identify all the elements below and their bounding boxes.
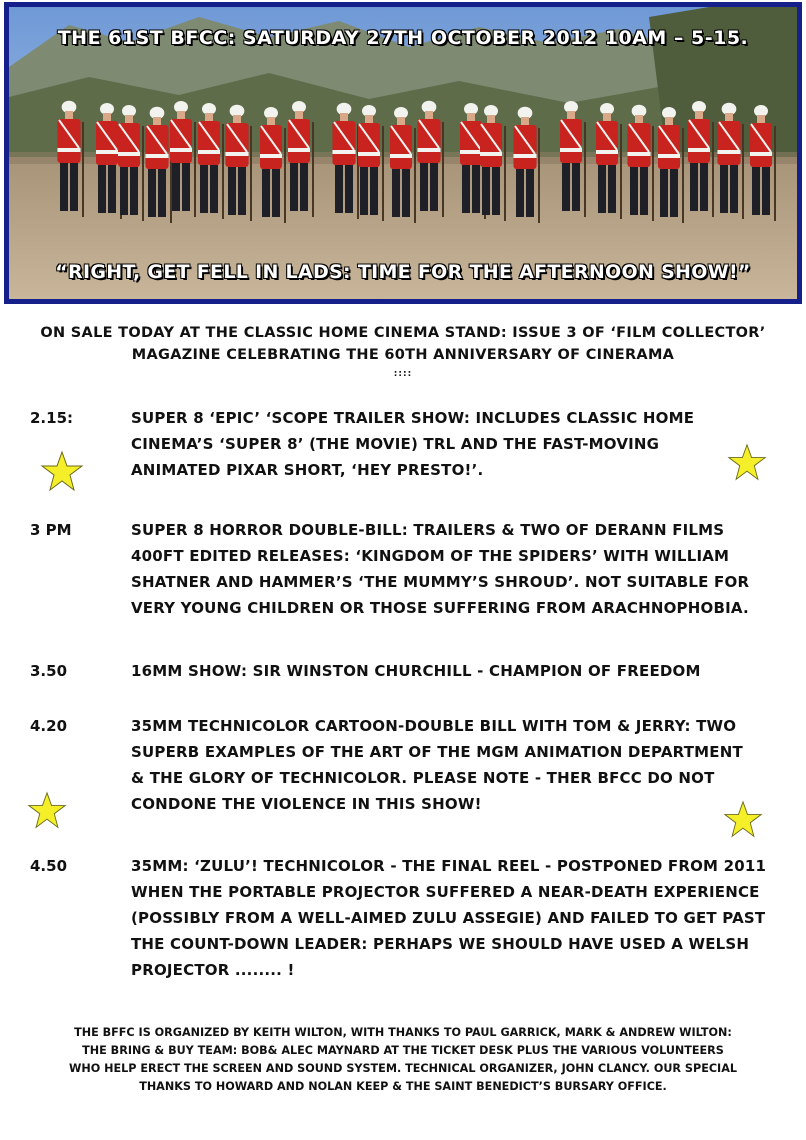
soldier-figure bbox=[596, 121, 618, 165]
soldier-figure bbox=[358, 152, 380, 156]
soldier-figure bbox=[596, 150, 618, 154]
description-line: VERY YOUNG CHILDREN OR THOSE SUFFERING FROM ARACHNOPHOBIA. bbox=[131, 599, 749, 617]
header-banner bbox=[4, 2, 802, 304]
banner-quote: “RIGHT, GET FELL IN LADS: TIME FOR THE AFTERNOON SHOW!” bbox=[55, 261, 751, 283]
soldier-figure bbox=[417, 148, 440, 152]
soldier-figure bbox=[730, 165, 738, 213]
soldier-figure bbox=[340, 113, 348, 121]
soldier-figure bbox=[60, 163, 68, 211]
soldier-figure bbox=[272, 169, 280, 217]
soldier-figure bbox=[492, 167, 500, 215]
soldier-figure bbox=[260, 154, 282, 158]
soldier-figure bbox=[225, 123, 248, 167]
soldier-figure bbox=[560, 148, 582, 152]
soldier-figure bbox=[670, 169, 678, 217]
soldier-figure bbox=[130, 167, 138, 215]
soldier-figure bbox=[467, 113, 475, 121]
soldier-figure bbox=[513, 154, 536, 158]
schedule-time: 3.50 bbox=[30, 662, 68, 680]
soldier-figure bbox=[335, 165, 343, 213]
description-line: 35MM TECHNICOLOR CARTOON-DOUBLE BILL WITH TOM & JERRY: TWO bbox=[131, 717, 737, 735]
soldier-figure bbox=[158, 169, 166, 217]
soldier-figure bbox=[750, 152, 772, 156]
soldier-figure bbox=[96, 150, 118, 154]
soldier-figure bbox=[210, 165, 218, 213]
soldier-figure bbox=[365, 115, 373, 123]
soldier-figure bbox=[290, 163, 298, 211]
soldier-figure bbox=[390, 154, 412, 158]
schedule-description bbox=[131, 517, 791, 621]
soldier-figure bbox=[658, 154, 680, 158]
soldier-figure bbox=[108, 165, 116, 213]
soldier-figure bbox=[358, 123, 380, 167]
schedule-time: 4.20 bbox=[30, 717, 68, 735]
soldier-figure bbox=[425, 111, 433, 119]
schedule-time: 4.50 bbox=[30, 857, 68, 875]
soldier-figure bbox=[635, 115, 643, 123]
description-line: & THE GLORY OF TECHNICOLOR. PLEASE NOTE - THER BFCC DO NOT bbox=[131, 769, 715, 787]
credits-line: THANKS TO HOWARD AND NOLAN KEEP & THE SAINT BENEDICT’S BURSARY OFFICE. bbox=[139, 1080, 667, 1093]
description-line: ANIMATED PIXAR SHORT, ‘HEY PRESTO!’. bbox=[131, 461, 484, 479]
soldier-figure bbox=[198, 121, 220, 165]
schedule-description bbox=[131, 405, 791, 483]
star-icon bbox=[40, 450, 84, 494]
description-line: WHEN THE PORTABLE PROJECTOR SUFFERED A NEAR-DEATH EXPERIENCE bbox=[131, 883, 760, 901]
soldier-figure bbox=[345, 165, 353, 213]
soldier-figure bbox=[472, 165, 480, 213]
soldier-figure bbox=[487, 115, 495, 123]
star-icon bbox=[723, 800, 763, 840]
description-line: PROJECTOR ........ ! bbox=[131, 961, 295, 979]
on-sale-notice bbox=[20, 322, 786, 366]
schedule-description bbox=[131, 853, 791, 983]
soldier-figure bbox=[688, 119, 710, 163]
description-line: SHATNER AND HAMMER’S ‘THE MUMMY’S SHROUD’. NOT SUITABLE FOR bbox=[131, 573, 750, 591]
soldier-figure bbox=[665, 117, 673, 125]
description-line: CONDONE THE VIOLENCE IN THIS SHOW! bbox=[131, 795, 482, 813]
soldier-figure bbox=[757, 115, 765, 123]
soldier-figure bbox=[177, 111, 185, 119]
soldier-figure bbox=[267, 117, 275, 125]
star-icon bbox=[727, 443, 767, 483]
banner-photo bbox=[9, 7, 797, 299]
soldier-figure bbox=[762, 167, 770, 215]
soldier-figure bbox=[145, 154, 168, 158]
soldier-figure bbox=[752, 167, 760, 215]
schedule-time: 3 PM bbox=[30, 521, 72, 539]
soldier-figure bbox=[198, 150, 220, 154]
soldier-figure bbox=[153, 117, 161, 125]
soldier-figure bbox=[392, 169, 400, 217]
description-line: SUPER 8 HORROR DOUBLE-BILL: TRAILERS & TWO OF DERANN FILMS bbox=[131, 521, 725, 539]
soldier-figure bbox=[148, 169, 156, 217]
soldier-figure bbox=[172, 163, 180, 211]
description-line: 400FT EDITED RELEASES: ‘KINGDOM OF THE SPIDERS’ WITH WILLIAM bbox=[131, 547, 730, 565]
soldier-figure bbox=[462, 165, 470, 213]
soldier-figure bbox=[125, 115, 133, 123]
soldier-figure bbox=[370, 167, 378, 215]
soldier-figure bbox=[288, 148, 310, 152]
soldier-figure bbox=[57, 148, 80, 152]
soldier-figure bbox=[688, 148, 710, 152]
soldier-figure bbox=[526, 169, 534, 217]
soldier-figure bbox=[700, 163, 708, 211]
soldier-figure bbox=[572, 163, 580, 211]
soldier-figure bbox=[430, 163, 438, 211]
soldier-figure bbox=[608, 165, 616, 213]
soldier-figure bbox=[717, 150, 740, 154]
soldier-figure bbox=[695, 111, 703, 119]
soldier-figure bbox=[482, 167, 490, 215]
schedule-time: 2.15: bbox=[30, 409, 74, 427]
soldier-figure bbox=[720, 165, 728, 213]
soldier-figure bbox=[460, 121, 482, 165]
star-icon bbox=[27, 791, 67, 831]
on-sale-line: MAGAZINE CELEBRATING THE 60TH ANNIVERSARY OF CINERAMA bbox=[131, 347, 675, 363]
soldier-figure bbox=[118, 123, 140, 167]
credits-footer bbox=[20, 1024, 786, 1096]
soldier-figure bbox=[205, 113, 213, 121]
soldier-figure bbox=[603, 113, 611, 121]
soldier-figure bbox=[65, 111, 73, 119]
soldier-figure bbox=[640, 167, 648, 215]
soldier-figure bbox=[658, 125, 680, 169]
soldier-figure bbox=[120, 167, 128, 215]
soldier-figure bbox=[630, 167, 638, 215]
description-line: CINEMA’S ‘SUPER 8’ (THE MOVIE) TRL AND THE FAST-MOVING bbox=[131, 435, 660, 453]
credits-line: WHO HELP ERECT THE SCREEN AND SOUND SYSTEM. TECHNICAL ORGANIZER, JOHN CLANCY. OUR SPECIAL bbox=[69, 1062, 737, 1075]
soldier-figure bbox=[170, 148, 192, 152]
soldier-figure bbox=[200, 165, 208, 213]
soldier-figure bbox=[598, 165, 606, 213]
soldier-figure bbox=[98, 165, 106, 213]
soldier-figure bbox=[480, 152, 502, 156]
soldier-figure bbox=[300, 163, 308, 211]
soldier-figure bbox=[627, 152, 650, 156]
soldier-figure bbox=[627, 123, 650, 167]
soldier-figure bbox=[397, 117, 405, 125]
schedule-description bbox=[131, 658, 791, 684]
event-title: THE 61ST BFCC: SATURDAY 27TH OCTOBER 2012 10AM – 5-15. bbox=[57, 27, 749, 49]
soldier-figure bbox=[562, 163, 570, 211]
description-line: SUPERB EXAMPLES OF THE ART OF THE MGM ANIMATION DEPARTMENT bbox=[131, 743, 743, 761]
soldier-figure bbox=[170, 119, 192, 163]
soldier-figure bbox=[513, 125, 536, 169]
description-line: 35MM: ‘ZULU’! TECHNICOLOR - THE FINAL REEL - POSTPONED FROM 2011 bbox=[131, 857, 767, 875]
soldier-figure bbox=[725, 113, 733, 121]
soldier-figure bbox=[717, 121, 740, 165]
soldier-figure bbox=[460, 150, 482, 154]
soldier-figure bbox=[390, 125, 412, 169]
soldier-figure bbox=[480, 123, 502, 167]
soldier-figure bbox=[521, 117, 529, 125]
soldier-figure bbox=[417, 119, 440, 163]
soldier-figure bbox=[96, 121, 118, 165]
soldier-figure bbox=[70, 163, 78, 211]
soldiers-scene-image bbox=[9, 7, 797, 299]
description-line: SUPER 8 ‘EPIC’ ‘SCOPE TRAILER SHOW: INCLUDES CLASSIC HOME bbox=[131, 409, 695, 427]
soldier-figure bbox=[228, 167, 236, 215]
soldier-figure bbox=[103, 113, 111, 121]
soldier-figure bbox=[260, 125, 282, 169]
description-line: 16MM SHOW: SIR WINSTON CHURCHILL - CHAMPION OF FREEDOM bbox=[131, 662, 701, 680]
on-sale-line: ON SALE TODAY AT THE CLASSIC HOME CINEMA STAND: ISSUE 3 OF ‘FILM COLLECTOR’ bbox=[40, 325, 766, 341]
soldier-figure bbox=[262, 169, 270, 217]
soldier-figure bbox=[233, 115, 241, 123]
soldier-figure bbox=[225, 152, 248, 156]
soldier-figure bbox=[360, 167, 368, 215]
soldier-figure bbox=[332, 121, 355, 165]
credits-line: THE BRING & BUY TEAM: BOB& ALEC MAYNARD AT THE TICKET DESK PLUS THE VARIOUS VOLUNTEERS bbox=[82, 1044, 724, 1057]
soldier-figure bbox=[238, 167, 246, 215]
soldier-figure bbox=[420, 163, 428, 211]
soldier-figure bbox=[750, 123, 772, 167]
soldier-figure bbox=[118, 152, 140, 156]
soldier-figure bbox=[182, 163, 190, 211]
description-line: THE COUNT-DOWN LEADER: PERHAPS WE SHOULD HAVE USED A WELSH bbox=[131, 935, 750, 953]
soldier-figure bbox=[295, 111, 303, 119]
soldier-figure bbox=[567, 111, 575, 119]
soldier-figure bbox=[690, 163, 698, 211]
soldier-figure bbox=[332, 150, 355, 154]
separator: :::: bbox=[393, 369, 413, 379]
soldier-figure bbox=[57, 119, 80, 163]
soldier-figure bbox=[660, 169, 668, 217]
soldier-figure bbox=[145, 125, 168, 169]
soldier-figure bbox=[288, 119, 310, 163]
soldier-figure bbox=[560, 119, 582, 163]
credits-line: THE BFFC IS ORGANIZED BY KEITH WILTON, WITH THANKS TO PAUL GARRICK, MARK & ANDREW WILTON: bbox=[74, 1026, 732, 1039]
soldier-figure bbox=[402, 169, 410, 217]
description-line: (POSSIBLY FROM A WELL-AIMED ZULU ASSEGIE) AND FAILED TO GET PAST bbox=[131, 909, 766, 927]
schedule-description bbox=[131, 713, 791, 817]
soldier-figure bbox=[516, 169, 524, 217]
